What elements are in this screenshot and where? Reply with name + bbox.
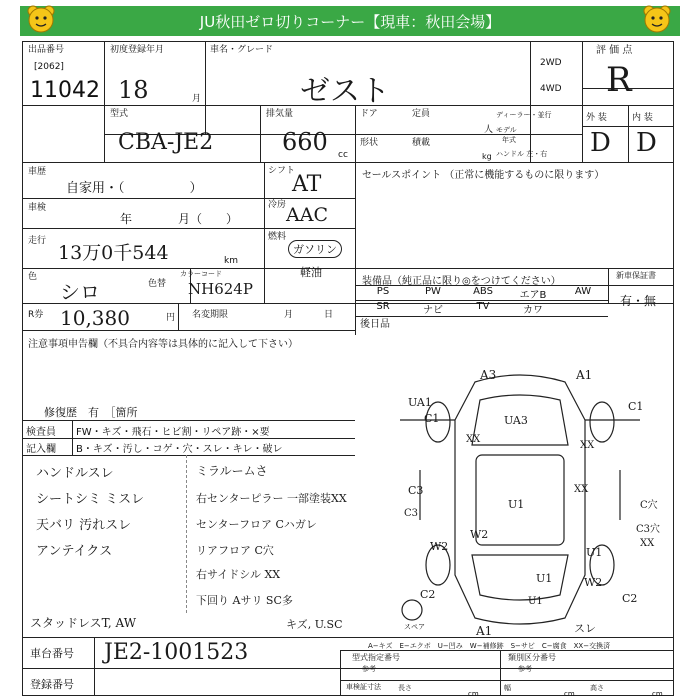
model-year-label: モデル [496, 126, 517, 134]
month-label: 月 [192, 94, 202, 104]
door-label: ドア [360, 109, 378, 119]
damage-mark: U1 [508, 498, 525, 511]
equipment-label: 装備品（純正品に限り◎をつけてください） [362, 276, 561, 287]
length-unit: cm [468, 690, 479, 698]
sales-point-label: セールスポイント （正常に機能するものに限ります） [362, 170, 605, 181]
model-handwritten: CBA-JE2 [118, 130, 214, 155]
km-unit: km [224, 256, 238, 266]
displacement-label: 排気量 [266, 109, 294, 119]
rename-month: 月 [284, 310, 294, 320]
note-line: 右サイドシル XX [196, 568, 281, 581]
class-label: 類別区分番号 [508, 653, 556, 662]
capacity-label: 定員 [412, 109, 431, 119]
damage-mark: C1 [628, 400, 644, 413]
damage-mark: C3 [404, 508, 419, 519]
rename-day: 日 [324, 310, 334, 320]
exterior-handwritten: D [590, 128, 611, 158]
displacement-unit: cc [338, 150, 348, 160]
damage-mark: W2 [584, 576, 603, 589]
year-handwritten: 18 [118, 76, 149, 104]
damage-mark: C2 [420, 588, 436, 601]
lot-number: 11042 [30, 78, 100, 103]
equip-item: AW [574, 286, 592, 297]
shift-label: シフト [268, 166, 296, 176]
drive-4wd: 4WD [540, 84, 562, 94]
length-label: 長さ [398, 684, 412, 692]
damage-mark: C2 [622, 592, 638, 605]
equip-item: SR [376, 301, 390, 312]
use-label: 車歴 [28, 167, 47, 177]
mascot-right-icon [642, 4, 672, 34]
color-code-handwritten: NH624P [188, 280, 253, 298]
warranty-label: 新車保証書 [616, 271, 656, 280]
color-handwritten: シロ [60, 280, 100, 304]
equip-item: ナビ [423, 305, 443, 316]
load-unit: kg [482, 152, 492, 161]
width-label: 幅 [504, 684, 511, 692]
damage-mark: UA1 [408, 396, 432, 409]
note-line: リアフロア C穴 [196, 544, 274, 557]
type-cert-label: 型式指定番号 [352, 653, 400, 662]
model-label: 型式 [110, 109, 129, 119]
note-line: ハンドルスレ [36, 466, 114, 481]
equip-item: TV [476, 301, 490, 312]
equip-item: エアB [519, 290, 547, 301]
equipment-row-2 [358, 301, 608, 316]
fuel-label: 燃料 [268, 232, 287, 242]
damage-legend: A−キズ E−エクボ U−凹み W−補修跡 S−サビ C−腐食 XX−交換済 [368, 642, 611, 650]
capacity-unit: 人 [484, 125, 494, 135]
color-change-label: 色替 [148, 279, 167, 289]
inspector-label: 検査員 [26, 427, 56, 438]
inspection-month: 月（ ） [178, 212, 239, 226]
damage-mark: A1 [576, 368, 593, 382]
damage-mark: XX [574, 484, 589, 495]
ac-label: 冷房 [268, 200, 287, 210]
banner-title: JU秋田ゼロ切りコーナー【現車：秋田会場】 [199, 12, 501, 31]
note-line: センターフロア Cハガレ [196, 518, 317, 531]
inspection-label: 車検 [28, 203, 47, 213]
damage-mark: C穴 [640, 500, 658, 511]
ac-handwritten: AAC [286, 204, 328, 226]
damage-mark: スレ [574, 622, 596, 635]
damage-mark: W2 [430, 540, 449, 553]
mileage-label: 走行 [28, 236, 47, 246]
car-name-handwritten: ゼスト [300, 74, 390, 109]
car-name-label: 車名・グレード [210, 45, 274, 55]
notice-label: 注意事項申告欄（不具合内容等は具体的に記入して下さい） [28, 339, 298, 350]
damage-mark: A3 [480, 368, 497, 382]
check-row-1: FW・キズ・飛石・ヒビ割・リペア跡・×要 [76, 427, 270, 438]
chassis-handwritten: JE2-1001523 [104, 640, 249, 665]
note-line: 右センターピラー 一部塗装XX [196, 492, 347, 505]
damage-mark: UA3 [504, 414, 528, 427]
mileage-handwritten: 13万0千544 [58, 242, 169, 264]
use-value: 自家用・（ ） [66, 181, 203, 196]
recycle-handwritten: 10,380 [60, 306, 130, 330]
check-row-2: B・キズ・汚し・コゲ・穴・スレ・キレ・破レ [76, 444, 283, 455]
dealer-label: ディーラー・並行 [496, 111, 552, 119]
class-ref: 参考 [518, 665, 532, 673]
first-reg-label: 初度登録年月 [110, 45, 165, 55]
equip-item: カワ [523, 305, 543, 316]
note-line: キズ, U.SC [286, 618, 343, 631]
width-unit: cm [564, 690, 575, 698]
note-line: 下回り Aサリ SC多 [196, 594, 293, 607]
damage-mark: C1 [424, 412, 440, 425]
equip-item: PW [425, 286, 441, 297]
fuel-handwritten: ガソリン [288, 240, 342, 258]
drive-2wd: 2WD [540, 58, 562, 68]
color-code-label: カラーコード [180, 270, 222, 278]
mascot-left-icon [26, 4, 56, 34]
damage-mark: XX [466, 434, 481, 445]
dims-label: 車検証寸法 [346, 683, 381, 691]
damage-mark: C3 [408, 484, 424, 497]
interior-handwritten: D [636, 128, 657, 158]
exterior-label: 外 装 [586, 113, 607, 123]
height-unit: cm [652, 690, 663, 698]
rename-label: 名変期限 [192, 310, 229, 320]
lot-label: 出品番号 [28, 45, 65, 55]
header-banner [20, 6, 680, 36]
load-label: 積載 [412, 138, 431, 148]
damage-mark: XX [580, 440, 595, 451]
damage-mark: U1 [528, 596, 543, 607]
height-label: 高さ [590, 684, 604, 692]
note-line: シートシミ ミスレ [36, 492, 145, 507]
back-seat-label: 後日品 [360, 319, 390, 330]
note-line: ミラルームさ [196, 464, 268, 478]
inspection-year: 年 [120, 212, 133, 226]
damage-mark: U1 [586, 546, 603, 559]
shift-handwritten: AT [292, 172, 322, 197]
spare-label: スペア [404, 623, 425, 631]
note-line: 天バリ 汚れスレ [36, 518, 132, 533]
damage-mark: W2 [470, 528, 489, 541]
fill-label: 記入欄 [26, 444, 56, 455]
damage-mark: A1 [476, 624, 493, 638]
damage-mark: U1 [536, 572, 553, 585]
handle-label: ハンドル 左・右 [496, 150, 548, 158]
displacement-handwritten: 660 [282, 128, 328, 156]
equip-item: PS [376, 286, 390, 297]
score-label: 評 価 点 [596, 45, 633, 56]
note-line: アンテイクス [36, 544, 113, 559]
yen-unit: 円 [166, 313, 176, 323]
damage-mark: XX [640, 538, 655, 549]
lot-sub: [2062] [34, 62, 64, 72]
registration-label: 登録番号 [30, 678, 74, 691]
shape-label: 形状 [360, 138, 379, 148]
damage-mark: C3穴 [636, 524, 661, 535]
equip-item: ABS [473, 286, 493, 297]
fuel-light-oil: 軽油 [300, 266, 322, 279]
repair-history-label: 修復歴 有 ［箇所 [44, 406, 138, 419]
interior-label: 内 装 [632, 113, 653, 123]
chassis-label: 車台番号 [30, 647, 74, 660]
recycle-label: R券 [28, 310, 44, 320]
type-cert-ref: 参考 [362, 665, 376, 673]
warranty-value: 有・無 [620, 294, 657, 308]
year-label: 年式 [502, 136, 516, 144]
score-handwritten: R [606, 60, 632, 100]
color-label: 色 [28, 272, 38, 282]
equipment-row-1 [358, 286, 608, 301]
note-line: スタッドレスT, AW [30, 616, 137, 630]
